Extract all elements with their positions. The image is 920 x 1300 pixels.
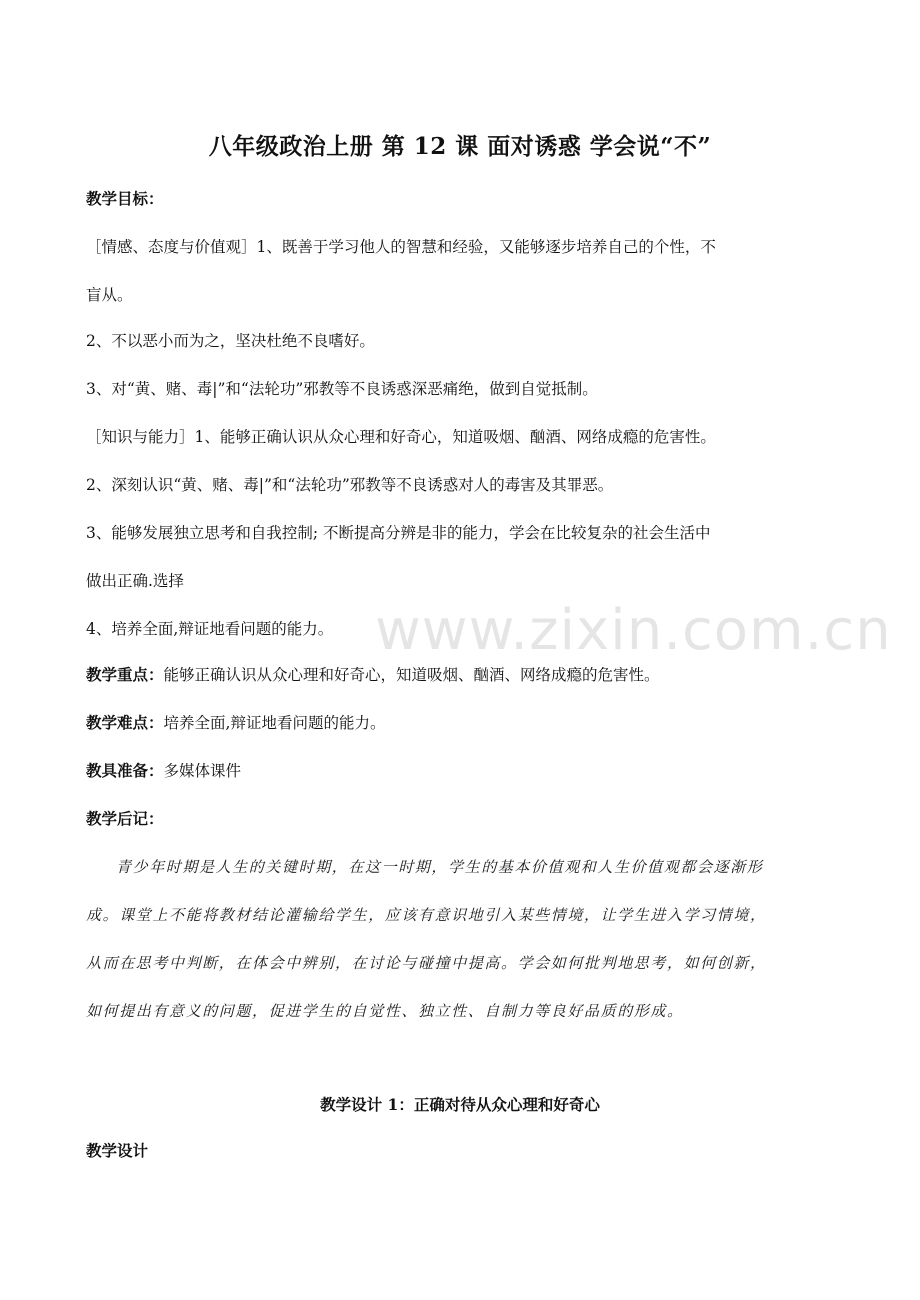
design-heading: 教学设计: [86, 1141, 149, 1160]
objective-line: 3、能够发展独立思考和自我控制; 不断提高分辨是非的能力，学会在比较复杂的社会生活中: [86, 524, 711, 542]
design-subtitle: 教学设计 1：正确对待从众心理和好奇心: [320, 1095, 600, 1114]
difficulty-row: [86, 712, 846, 734]
postscript-line: 青少年时期是人生的关键时期，在这一时期，学生的基本价值观和人生价值观都会逐渐形: [116, 858, 764, 876]
key-point-text: 能够正确认识从众心理和好奇心，知道吸烟、酗酒、网络成瘾的危害性。: [163, 666, 660, 684]
materials-row: [86, 760, 846, 782]
watermark: www.zixin.com.cn: [375, 598, 892, 663]
postscript-heading: 教学后记：: [86, 809, 164, 828]
materials-label: 教具准备：: [86, 761, 164, 780]
materials-text: 多媒体课件: [163, 762, 242, 780]
objective-line: 盲从。: [86, 286, 133, 304]
document-title: 八年级政治上册 第 12 课 面对诱惑 学会说“不”: [208, 133, 712, 160]
postscript-line: 如何提出有意义的问题，促进学生的自觉性、独立性、自制力等良好品质的形成。: [86, 1002, 684, 1020]
difficulty-text: 培养全面,辩证地看问题的能力。: [163, 714, 386, 732]
difficulty-label: 教学难点：: [86, 713, 164, 732]
objective-line: ［知识与能力］1、能够正确认识从众心理和好奇心，知道吸烟、酗酒、网络成瘾的危害性。: [86, 428, 716, 446]
objective-line: 4、培养全面,辩证地看问题的能力。: [86, 620, 334, 638]
objective-line: 做出正确.选择: [86, 572, 184, 590]
key-point-row: [86, 664, 846, 686]
objective-line: ［情感、态度与价值观］1、既善于学习他人的智慧和经验，又能够逐步培养自己的个性，不: [86, 238, 716, 256]
postscript-line: 成。课堂上不能将教材结论灌输给学生，应该有意识地引入某些情境，让学生进入学习情境，: [86, 906, 767, 924]
objective-line: 2、深刻认识“黄、赌、毒|”和“法轮功”邪教等不良诱惑对人的毒害及其罪恶。: [86, 476, 614, 494]
key-point-label: 教学重点：: [86, 665, 164, 684]
objective-line: 3、对“黄、赌、毒|”和“法轮功”邪教等不良诱惑深恶痛绝，做到自觉抵制。: [86, 380, 598, 398]
objective-line: 2、不以恶小而为之，坚决杜绝不良嗜好。: [86, 332, 375, 350]
postscript-line: 从而在思考中判断，在体会中辨别，在讨论与碰撞中提高。学会如何批判地思考，如何创新，: [86, 954, 767, 972]
objectives-heading: 教学目标：: [86, 189, 164, 208]
